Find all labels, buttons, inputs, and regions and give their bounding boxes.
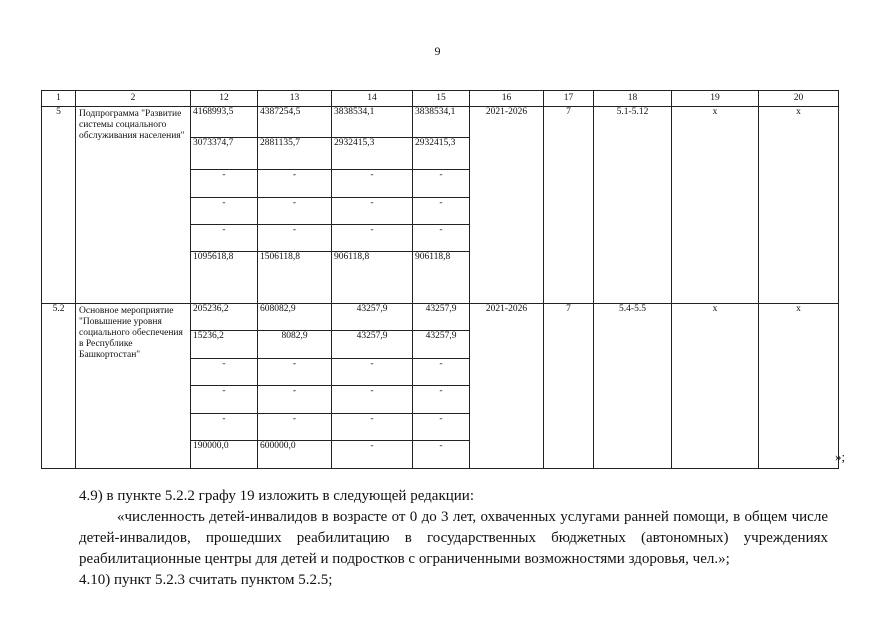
col19-cell: х: [672, 107, 759, 304]
value-cell: 906118,8: [413, 252, 470, 304]
value-cell: -: [332, 414, 413, 441]
value-cell: 205236,2: [191, 304, 258, 331]
header-cell: 13: [258, 91, 332, 107]
table-row: [42, 107, 839, 138]
value-cell: -: [191, 414, 258, 441]
value-cell: -: [413, 441, 470, 469]
value-cell: 4168993,5: [191, 107, 258, 138]
value-cell: 43257,9: [332, 331, 413, 359]
value-cell: -: [413, 386, 470, 414]
paragraph-4-9: 4.9) в пункте 5.2.2 графу 19 изложить в следующей редакции:: [79, 488, 474, 504]
value-cell: -: [332, 170, 413, 198]
value-cell: 906118,8: [332, 252, 413, 304]
value-cell: 3838534,1: [413, 107, 470, 138]
header-cell: 2: [76, 91, 191, 107]
value-cell: 43257,9: [413, 304, 470, 331]
closing-quote: »;: [835, 449, 846, 464]
col17-cell: 7: [544, 304, 594, 469]
value-cell: -: [191, 198, 258, 225]
value-cell: -: [258, 359, 332, 386]
value-cell: 3838534,1: [332, 107, 413, 138]
value-cell: 1506118,8: [258, 252, 332, 304]
value-cell: 43257,9: [413, 331, 470, 359]
paragraph-quote: «численность детей-инвалидов в возрасте от 0 до 3 лет, охваченных услугами ранней помощи, в общем числе детей-инвалидов, прошедших реабилитацию в государственных бюджетных (автономных) учреждениях реабилитационные центры для детей и подростков с ограниченными возможностями здоровья, чел.»;: [79, 509, 828, 567]
period-cell: 2021-2026: [470, 107, 544, 304]
value-cell: 2932415,3: [413, 138, 470, 170]
value-cell: 15236,2: [191, 331, 258, 359]
value-cell: -: [191, 170, 258, 198]
col19-cell: х: [672, 304, 759, 469]
header-cell: 1: [42, 91, 76, 107]
value-cell: -: [332, 198, 413, 225]
value-cell: 1095618,8: [191, 252, 258, 304]
value-cell: -: [332, 441, 413, 469]
value-cell: 3073374,7: [191, 138, 258, 170]
row-name: Основное мероприятие "Повышение уровня социального обеспечения в Республике Башкортостан": [76, 304, 191, 469]
header-cell: 17: [544, 91, 594, 107]
value-cell: -: [413, 359, 470, 386]
col20-cell: х: [759, 107, 839, 304]
value-cell: -: [191, 359, 258, 386]
value-cell: 600000,0: [258, 441, 332, 469]
value-cell: 2932415,3: [332, 138, 413, 170]
header-cell: 19: [672, 91, 759, 107]
value-cell: -: [332, 359, 413, 386]
value-cell: -: [332, 386, 413, 414]
header-cell: 14: [332, 91, 413, 107]
value-cell: -: [191, 386, 258, 414]
value-cell: 43257,9: [332, 304, 413, 331]
row-number: 5.2: [42, 304, 76, 469]
value-cell: -: [258, 225, 332, 252]
value-cell: -: [413, 198, 470, 225]
value-cell: -: [413, 170, 470, 198]
amendment-text: [79, 486, 828, 591]
col18-cell: 5.1-5.12: [594, 107, 672, 304]
table-header-row: [42, 91, 839, 107]
value-cell: 8082,9: [258, 331, 332, 359]
header-cell: 15: [413, 91, 470, 107]
row-name: Подпрограмма "Развитие системы социального обслуживания населения": [76, 107, 191, 304]
header-cell: 18: [594, 91, 672, 107]
row-number: 5: [42, 107, 76, 304]
col18-cell: 5.4-5.5: [594, 304, 672, 469]
header-cell: 20: [759, 91, 839, 107]
page-number: 9: [434, 44, 441, 58]
value-cell: 190000,0: [191, 441, 258, 469]
value-cell: -: [413, 414, 470, 441]
value-cell: -: [191, 225, 258, 252]
value-cell: -: [258, 170, 332, 198]
table-row: [42, 304, 839, 331]
period-cell: 2021-2026: [470, 304, 544, 469]
program-table: [41, 90, 839, 469]
value-cell: -: [413, 225, 470, 252]
value-cell: -: [332, 225, 413, 252]
col20-cell: х: [759, 304, 839, 469]
value-cell: 2881135,7: [258, 138, 332, 170]
col17-cell: 7: [544, 107, 594, 304]
value-cell: -: [258, 198, 332, 225]
paragraph-4-10: 4.10) пункт 5.2.3 считать пунктом 5.2.5;: [79, 572, 333, 588]
value-cell: 4387254,5: [258, 107, 332, 138]
value-cell: -: [258, 386, 332, 414]
value-cell: -: [258, 414, 332, 441]
value-cell: 608082,9: [258, 304, 332, 331]
header-cell: 12: [191, 91, 258, 107]
header-cell: 16: [470, 91, 544, 107]
